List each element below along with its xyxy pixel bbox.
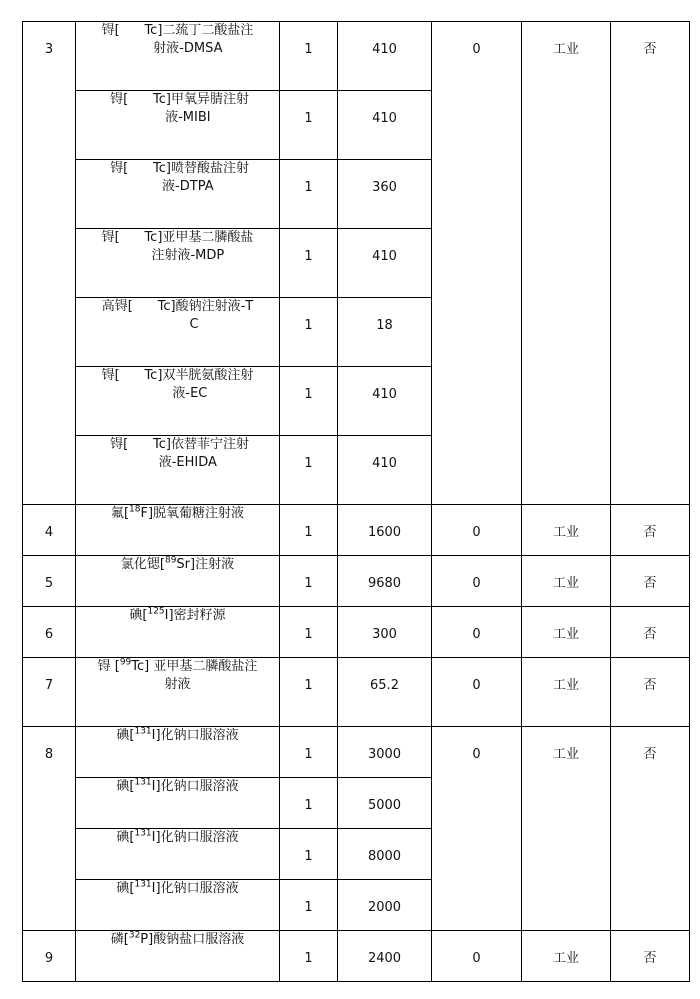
activity: 3000 xyxy=(338,727,432,778)
usage: 工业 xyxy=(522,727,611,931)
product-name: 锝[ Tc]亚甲基二膦酸盐 注射液-MDP xyxy=(76,229,280,298)
row-number: 9 xyxy=(23,931,76,982)
quantity: 1 xyxy=(280,778,338,829)
activity: 2400 xyxy=(338,931,432,982)
quantity: 1 xyxy=(280,556,338,607)
table-row xyxy=(23,505,690,556)
usage: 工业 xyxy=(522,505,611,556)
isotope-table xyxy=(22,21,690,982)
row-number: 4 xyxy=(23,505,76,556)
table-row xyxy=(23,556,690,607)
zero-value: 0 xyxy=(432,505,522,556)
quantity: 1 xyxy=(280,880,338,931)
quantity: 1 xyxy=(280,829,338,880)
activity: 410 xyxy=(338,436,432,505)
activity: 18 xyxy=(338,298,432,367)
activity: 5000 xyxy=(338,778,432,829)
activity: 300 xyxy=(338,607,432,658)
flag: 否 xyxy=(611,931,690,982)
usage: 工业 xyxy=(522,556,611,607)
activity: 410 xyxy=(338,22,432,91)
flag: 否 xyxy=(611,727,690,931)
flag: 否 xyxy=(611,658,690,727)
quantity: 1 xyxy=(280,298,338,367)
product-name: 碘[$^{125}$I]密封籽源 xyxy=(76,607,280,658)
product-name: 锝[ Tc]依替菲宁注射 液-EHIDA xyxy=(76,436,280,505)
product-name: 碘[$^{131}$I]化钠口服溶液 xyxy=(76,880,280,931)
product-name: 氟[$^{18}$F]脱氧葡糖注射液 xyxy=(76,505,280,556)
activity: 9680 xyxy=(338,556,432,607)
quantity: 1 xyxy=(280,505,338,556)
activity: 410 xyxy=(338,367,432,436)
activity: 8000 xyxy=(338,829,432,880)
row-number: 7 xyxy=(23,658,76,727)
quantity: 1 xyxy=(280,727,338,778)
activity: 2000 xyxy=(338,880,432,931)
zero-value: 0 xyxy=(432,607,522,658)
product-name: 碘[$^{131}$I]化钠口服溶液 xyxy=(76,829,280,880)
usage: 工业 xyxy=(522,607,611,658)
row-number: 5 xyxy=(23,556,76,607)
product-name: 高锝[ Tc]酸钠注射液-T C xyxy=(76,298,280,367)
product-name: 锝[ Tc]双半胱氨酸注射 液-EC xyxy=(76,367,280,436)
quantity: 1 xyxy=(280,658,338,727)
activity: 410 xyxy=(338,91,432,160)
activity: 65.2 xyxy=(338,658,432,727)
product-name: 碘[$^{131}$I]化钠口服溶液 xyxy=(76,778,280,829)
flag: 否 xyxy=(611,505,690,556)
product-name: 锝 [$^{99}$Tc] 亚甲基二膦酸盐注 射液 xyxy=(76,658,280,727)
zero-value: 0 xyxy=(432,931,522,982)
product-name: 氯化锶[$^{89}$Sr]注射液 xyxy=(76,556,280,607)
flag: 否 xyxy=(611,556,690,607)
product-name: 锝[ Tc]二巯丁二酸盐注 射液-DMSA xyxy=(76,22,280,91)
flag: 否 xyxy=(611,607,690,658)
table-row xyxy=(23,22,690,91)
product-name: 碘[$^{131}$I]化钠口服溶液 xyxy=(76,727,280,778)
product-name: 锝[ Tc]喷替酸盐注射 液-DTPA xyxy=(76,160,280,229)
row-number: 3 xyxy=(23,22,76,505)
row-number: 6 xyxy=(23,607,76,658)
usage: 工业 xyxy=(522,931,611,982)
quantity: 1 xyxy=(280,229,338,298)
usage: 工业 xyxy=(522,22,611,505)
zero-value: 0 xyxy=(432,22,522,505)
activity: 1600 xyxy=(338,505,432,556)
zero-value: 0 xyxy=(432,727,522,931)
table-row xyxy=(23,727,690,778)
quantity: 1 xyxy=(280,367,338,436)
usage: 工业 xyxy=(522,658,611,727)
product-name: 锝[ Tc]甲氧异腈注射 液-MIBI xyxy=(76,91,280,160)
quantity: 1 xyxy=(280,436,338,505)
table-row xyxy=(23,607,690,658)
row-number: 8 xyxy=(23,727,76,931)
zero-value: 0 xyxy=(432,658,522,727)
activity: 360 xyxy=(338,160,432,229)
quantity: 1 xyxy=(280,160,338,229)
table-row xyxy=(23,931,690,982)
flag: 否 xyxy=(611,22,690,505)
quantity: 1 xyxy=(280,931,338,982)
product-name: 磷[$^{32}$P]酸钠盐口服溶液 xyxy=(76,931,280,982)
quantity: 1 xyxy=(280,607,338,658)
zero-value: 0 xyxy=(432,556,522,607)
quantity: 1 xyxy=(280,91,338,160)
table-row xyxy=(23,658,690,727)
quantity: 1 xyxy=(280,22,338,91)
activity: 410 xyxy=(338,229,432,298)
